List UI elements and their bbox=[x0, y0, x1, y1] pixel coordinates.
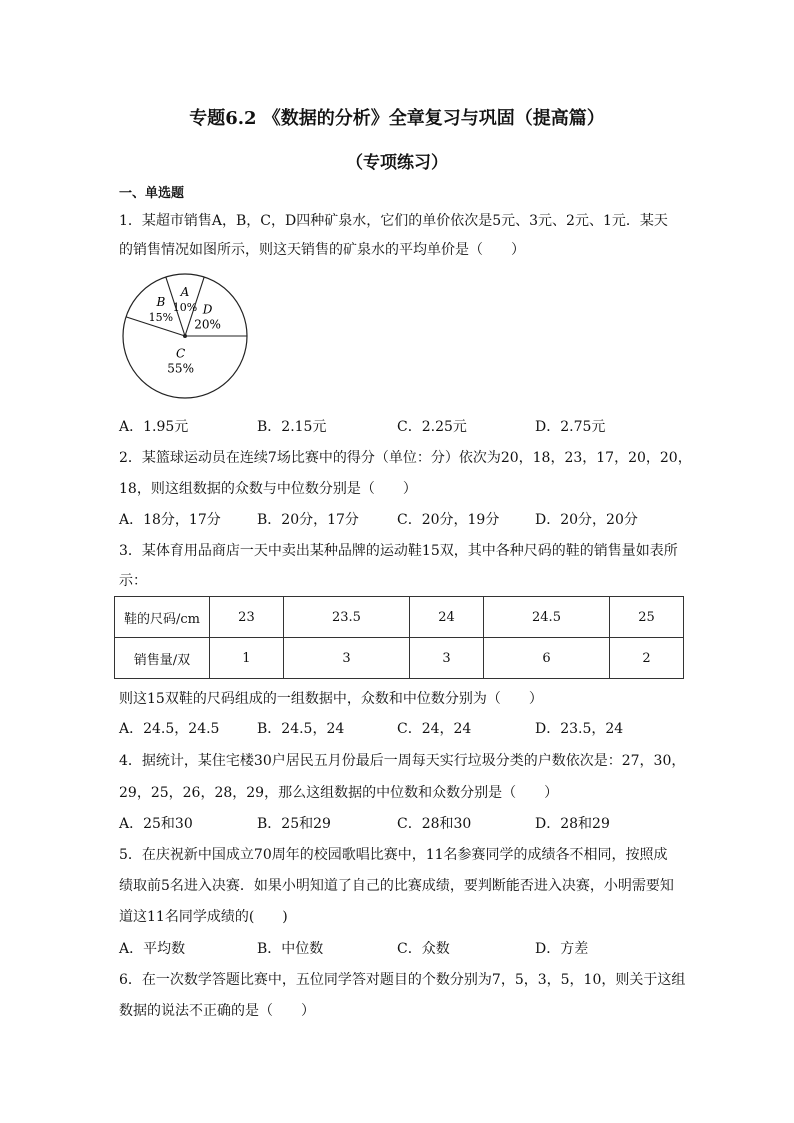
table-cell: 25 bbox=[610, 597, 684, 638]
q1-option-a[interactable]: A．1.95元 bbox=[119, 419, 189, 435]
q3-options bbox=[119, 718, 689, 738]
q2-option-b[interactable]: B．20分，17分 bbox=[257, 512, 359, 528]
q6-text-line2: 数据的说法不正确的是（ ） bbox=[119, 1003, 315, 1019]
q2-option-d[interactable]: D．20分，20分 bbox=[535, 512, 638, 528]
table-row bbox=[115, 638, 684, 679]
pie-slice-label: A bbox=[180, 284, 190, 299]
pie-slice-percent: 20% bbox=[194, 317, 221, 332]
q4-option-a[interactable]: A．25和30 bbox=[119, 816, 193, 832]
table-cell: 6 bbox=[483, 638, 609, 679]
q5-text-line3: 道这11名同学成绩的( ) bbox=[119, 909, 288, 925]
pie-center bbox=[183, 334, 187, 338]
section-heading: 一、单选题 bbox=[119, 186, 185, 201]
pie-slice-percent: 55% bbox=[167, 361, 194, 376]
pie-slice-percent: 15% bbox=[148, 310, 174, 324]
q1-option-b[interactable]: B．2.15元 bbox=[257, 419, 327, 435]
q3-option-c[interactable]: C．24，24 bbox=[397, 721, 472, 737]
q3-text-line2: 示： bbox=[119, 573, 147, 589]
table-cell: 3 bbox=[410, 638, 484, 679]
q2-option-c[interactable]: C．20分，19分 bbox=[397, 512, 500, 528]
table-cell: 3 bbox=[283, 638, 409, 679]
q4-text-line1: 4．据统计，某住宅楼30户居民五月份最后一周每天实行垃圾分类的户数依次是：27，30， bbox=[119, 753, 686, 769]
pie-slice-label: B bbox=[156, 294, 166, 309]
doc-title: 专题6.2 《数据的分析》全章复习与巩固（提高篇） bbox=[189, 108, 605, 129]
table-row bbox=[115, 597, 684, 638]
pie-chart bbox=[121, 268, 251, 404]
table-cell: 24.5 bbox=[483, 597, 609, 638]
q5-option-b[interactable]: B．中位数 bbox=[257, 941, 324, 957]
q2-option-a[interactable]: A．18分，17分 bbox=[119, 512, 221, 528]
pie-slice-percent: 10% bbox=[172, 300, 198, 314]
q2-text-line1: 2．某篮球运动员在连续7场比赛中的得分（单位：分）依次为20，18，23，17，20，20， bbox=[119, 450, 692, 466]
q2-text-line2: 18，则这组数据的众数与中位数分别是（ ） bbox=[119, 481, 417, 497]
q1-option-c[interactable]: C．2.25元 bbox=[397, 419, 467, 435]
q5-option-c[interactable]: C．众数 bbox=[397, 941, 450, 957]
table-cell: 23.5 bbox=[283, 597, 409, 638]
q4-options bbox=[119, 813, 689, 833]
q4-option-c[interactable]: C．28和30 bbox=[397, 816, 472, 832]
q4-option-d[interactable]: D．28和29 bbox=[535, 816, 610, 832]
table-cell: 23 bbox=[210, 597, 284, 638]
pie-slice-label: D bbox=[202, 302, 213, 317]
q5-text-line2: 绩取前5名进入决赛．如果小明知道了自己的比赛成绩，要判断能否进入决赛，小明需要知 bbox=[119, 878, 674, 894]
doc-subtitle: （专项练习） bbox=[346, 153, 448, 173]
q5-text-line1: 5．在庆祝新中国成立70周年的校园歌唱比赛中，11名参赛同学的成绩各不相同，按照成 bbox=[119, 847, 668, 863]
q1-options bbox=[119, 416, 689, 436]
q1-text-line2: 的销售情况如图所示，则这天销售的矿泉水的平均单价是（ ） bbox=[119, 242, 525, 258]
q3-option-a[interactable]: A．24.5，24.5 bbox=[119, 721, 220, 737]
table-cell: 1 bbox=[210, 638, 284, 679]
q3-option-d[interactable]: D．23.5，24 bbox=[535, 721, 624, 737]
table-cell: 24 bbox=[410, 597, 484, 638]
q3-option-b[interactable]: B．24.5，24 bbox=[257, 721, 345, 737]
q4-option-b[interactable]: B．25和29 bbox=[257, 816, 331, 832]
pie-slice-label: C bbox=[176, 346, 186, 361]
table-row-header: 鞋的尺码/cm bbox=[115, 597, 210, 638]
q5-options bbox=[119, 938, 689, 958]
q1-option-d[interactable]: D．2.75元 bbox=[535, 419, 606, 435]
q5-option-a[interactable]: A．平均数 bbox=[119, 941, 186, 957]
shoe-size-table bbox=[114, 596, 684, 679]
table-cell: 2 bbox=[610, 638, 684, 679]
table-row-header: 销售量/双 bbox=[115, 638, 210, 679]
q3-text-line1: 3．某体育用品商店一天中卖出某种品牌的运动鞋15双，其中各种尺码的鞋的销售量如表所 bbox=[119, 543, 678, 559]
q5-option-d[interactable]: D．方差 bbox=[535, 941, 589, 957]
q4-text-line2: 29，25，26，28，29，那么这组数据的中位数和众数分别是（ ） bbox=[119, 785, 559, 801]
q2-options bbox=[119, 509, 689, 529]
q6-text-line1: 6．在一次数学答题比赛中，五位同学答对题目的个数分别为7，5，3，5，10，则关于这组 bbox=[119, 972, 686, 988]
q3-text-line3: 则这15双鞋的尺码组成的一组数据中，众数和中位数分别为（ ） bbox=[119, 691, 543, 707]
q1-text-line1: 1．某超市销售A，B，C，D四种矿泉水，它们的单价依次是5元、3元、2元、1元．某天 bbox=[119, 213, 668, 229]
